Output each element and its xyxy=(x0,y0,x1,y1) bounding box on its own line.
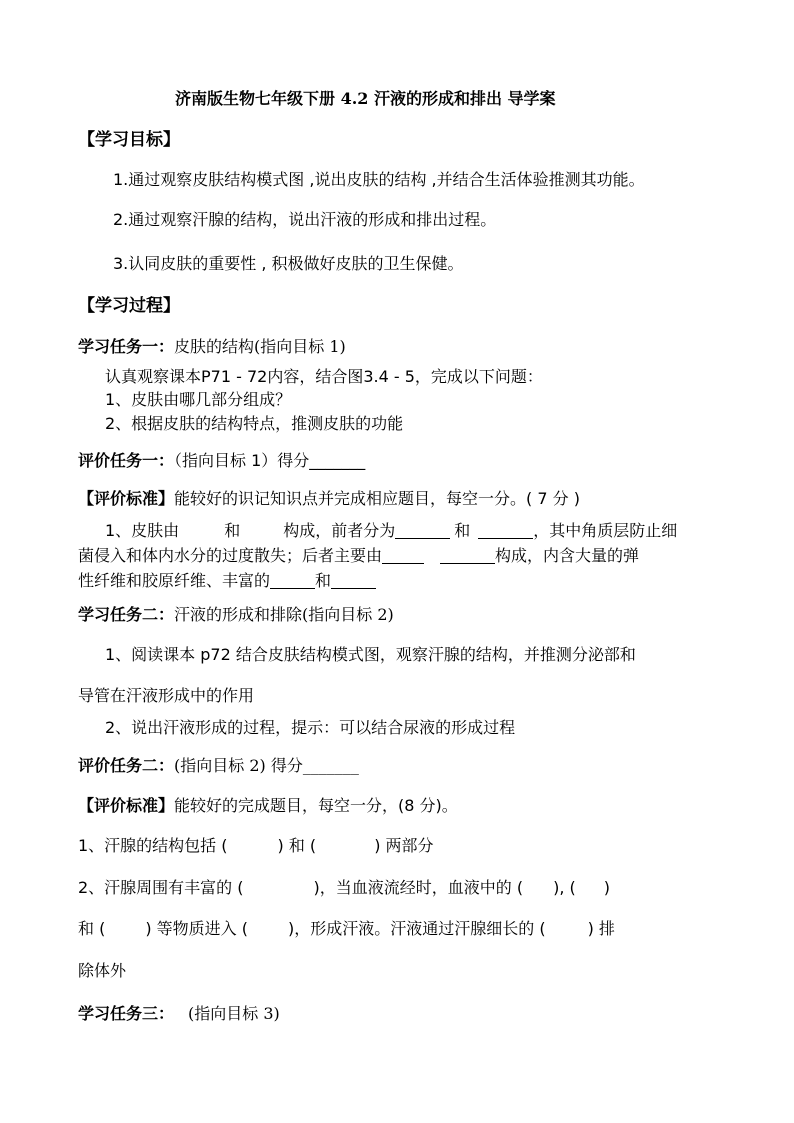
blank-line[interactable] xyxy=(395,522,450,539)
eval1-label: 评价任务一： xyxy=(78,451,175,470)
eval2-text: )，形成汗液。汗液通过汗腺细长的 ( xyxy=(288,919,546,938)
task1-topic: 皮肤的结构(指向目标 1) xyxy=(174,337,346,356)
document-title: 济南版生物七年级下册 4.2 汗液的形成和排出 导学案 xyxy=(175,89,556,108)
blank-line[interactable] xyxy=(331,572,376,589)
eval1-text: 和 xyxy=(224,521,241,540)
goal-item-3: 3.认同皮肤的重要性 , 积极做好皮肤的卫生保健。 xyxy=(113,254,464,273)
eval1-text: 构成，内含大量的弹 xyxy=(495,546,640,565)
eval1-text: 构成，前者分为 xyxy=(283,521,396,540)
blank-line[interactable] xyxy=(270,572,315,589)
task1-label: 学习任务一： xyxy=(78,337,175,356)
eval1-standard-label: 【评价标准】 xyxy=(78,489,175,508)
blank-line[interactable] xyxy=(440,547,495,564)
eval2-fill-line-2 xyxy=(78,878,610,898)
task2-question-1-cont: 导管在汗液形成中的作用 xyxy=(78,686,255,705)
eval1-standard-text: 能较好的识记知识点并完成相应题目，每空一分。( 7 分 ) xyxy=(174,489,580,508)
eval2-text: ), ( xyxy=(553,878,576,897)
eval2-heading xyxy=(78,756,359,776)
blank-line[interactable] xyxy=(478,522,533,539)
task1-question-1: 1、皮肤由哪几部分组成？ xyxy=(105,390,292,409)
eval1-fill-line-1 xyxy=(105,521,677,541)
eval2-text: ) 排 xyxy=(587,919,615,938)
goals-header: 【学习目标】 xyxy=(78,130,180,150)
blank-line[interactable] xyxy=(382,547,424,564)
eval2-text: 和 ( xyxy=(78,919,106,938)
eval2-fill-line-3 xyxy=(78,919,615,939)
eval2-fill-line-1 xyxy=(78,836,434,856)
task3-topic: (指向目标 3) xyxy=(188,1004,280,1023)
task2-heading xyxy=(78,605,394,625)
task1-question-2: 2、根据皮肤的结构特点，推测皮肤的功能 xyxy=(105,414,404,433)
eval2-score: (指向目标 2) 得分_______ xyxy=(174,756,359,775)
eval2-text: 2、汗腺周围有丰富的 ( xyxy=(78,878,244,897)
eval2-text: )，当血液流经时，血液中的 ( xyxy=(313,878,524,897)
eval2-text: ) xyxy=(603,878,610,897)
eval1-text: 性纤维和胶原纤维、丰富的 xyxy=(78,571,271,590)
task2-topic: 汗液的形成和排除(指向目标 2) xyxy=(174,605,394,624)
eval1-fill-line-3 xyxy=(78,571,376,591)
goal-item-1: 1.通过观察皮肤结构模式图 ,说出皮肤的结构 ,并结合生活体验推测其功能。 xyxy=(113,170,645,189)
task1-intro: 认真观察课本P71 - 72内容，结合图3.4 - 5，完成以下问题： xyxy=(105,367,543,386)
eval1-standard xyxy=(78,489,580,509)
eval1-text: 菌侵入和体内水分的过度散失；后者主要由 xyxy=(78,546,383,565)
task2-question-1: 1、阅读课本 p72 结合皮肤结构模式图，观察汗腺的结构，并推测分泌部和 xyxy=(105,645,636,664)
eval2-text: ) 等物质进入 ( xyxy=(145,919,249,938)
task1-heading xyxy=(78,337,346,357)
eval1-text: 和 xyxy=(315,571,332,590)
task3-heading xyxy=(78,1004,280,1024)
eval1-text: ，其中角质层防止细 xyxy=(533,521,678,540)
eval1-score: （指向目标 1）得分_______ xyxy=(174,451,366,470)
eval2-standard-label: 【评价标准】 xyxy=(78,796,175,815)
eval1-text: 1、皮肤由 xyxy=(105,521,180,540)
eval1-heading xyxy=(78,451,365,471)
process-header: 【学习过程】 xyxy=(78,296,180,316)
eval2-fill-line-4: 除体外 xyxy=(78,961,127,980)
eval1-fill-line-2 xyxy=(78,546,639,566)
goal-item-2: 2.通过观察汗腺的结构，说出汗液的形成和排出过程。 xyxy=(113,210,497,229)
task3-label: 学习任务三： xyxy=(78,1004,175,1023)
task2-label: 学习任务二： xyxy=(78,605,175,624)
eval2-text: ) 两部分 xyxy=(374,836,434,855)
eval1-text: 和 xyxy=(454,521,471,540)
eval2-standard xyxy=(78,796,458,816)
task2-question-2: 2、说出汗液形成的过程，提示：可以结合尿液的形成过程 xyxy=(105,718,516,737)
eval2-label: 评价任务二： xyxy=(78,756,175,775)
eval2-standard-text: 能较好的完成题目，每空一分，(8 分)。 xyxy=(174,796,458,815)
eval2-text: 1、汗腺的结构包括 ( xyxy=(78,836,228,855)
eval2-text: ) 和 ( xyxy=(277,836,317,855)
